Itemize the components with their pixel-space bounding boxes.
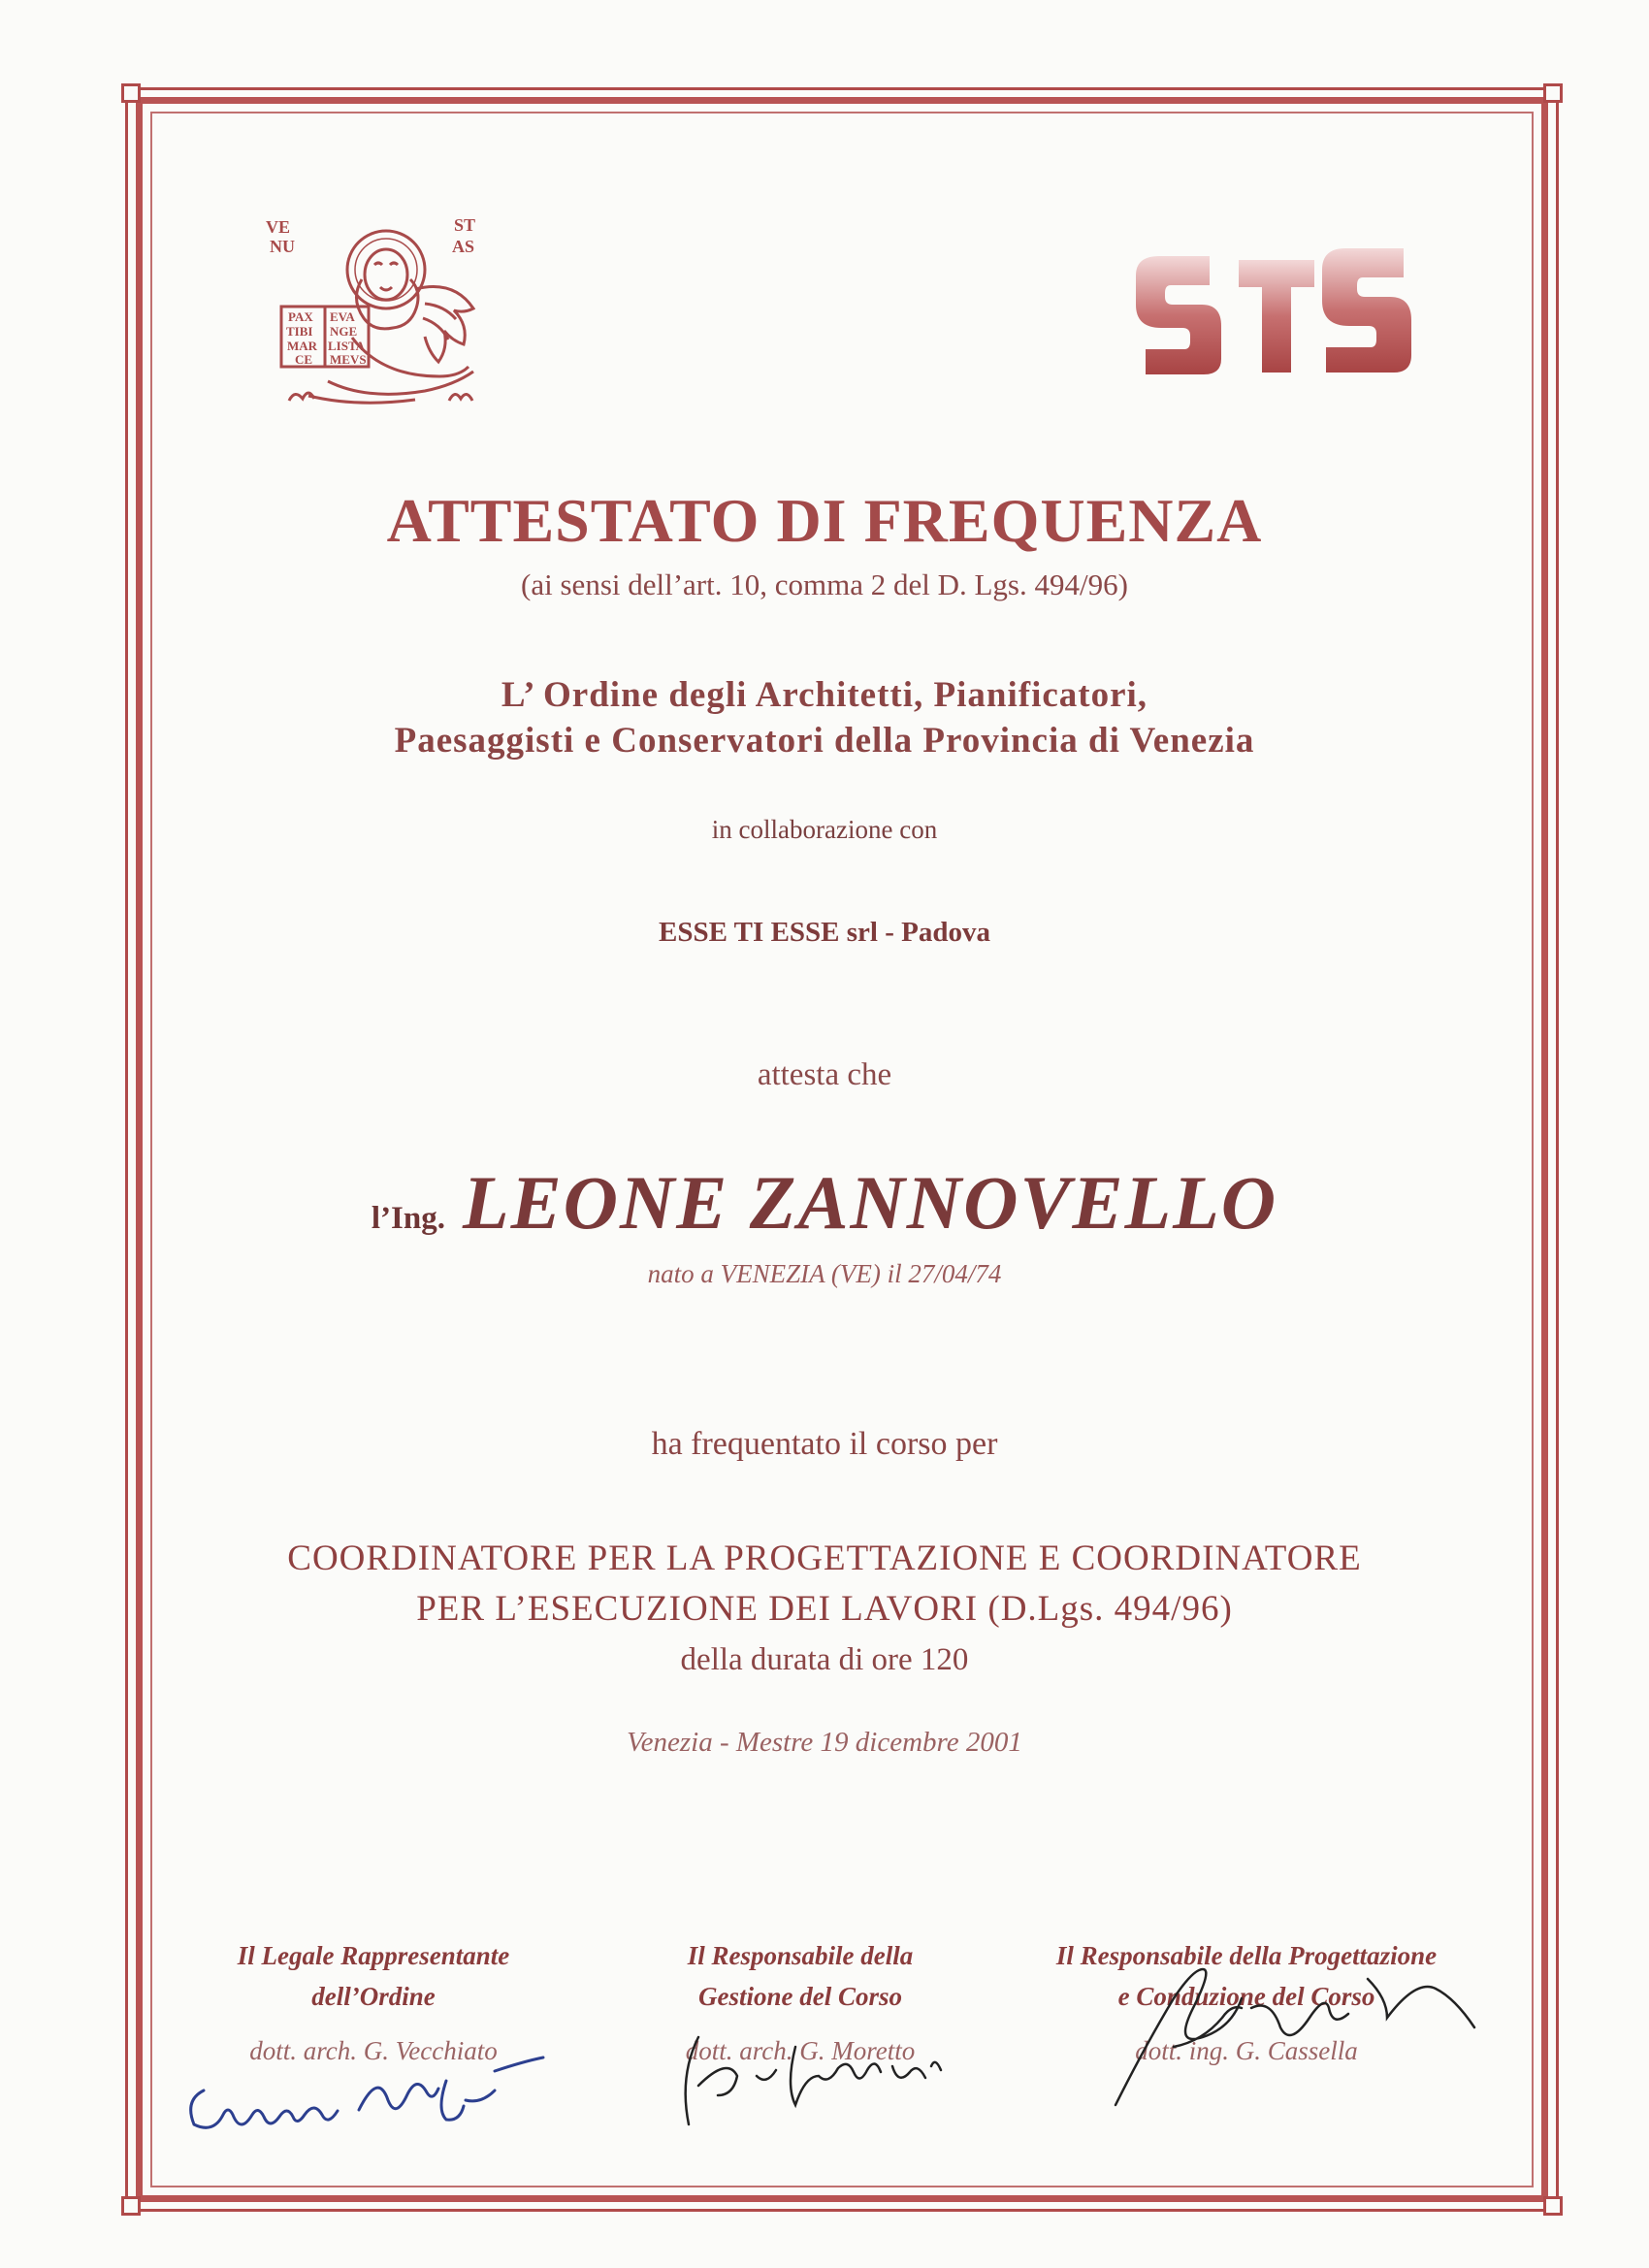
organization-line2: Paesaggisti e Conservatori della Provincia di Venezia (394, 721, 1255, 761)
collaboration-label: in collaborazione con (711, 815, 938, 844)
course-name-line2: PER L’ESECUZIONE DEI LAVORI (D.Lgs. 494/96) (416, 1589, 1233, 1629)
signatory-name: dott. arch. G. Vecchiato (249, 2036, 498, 2065)
signature-1-icon (175, 2052, 582, 2139)
organization-line1: L’ Ordine degli Architetti, Pianificatori, (501, 675, 1148, 715)
emblem-book-text: CE (295, 352, 313, 367)
attended-label: ha frequentato il corso per (651, 1426, 998, 1462)
lion-emblem-icon (260, 211, 493, 417)
emblem-book-text: MAR (287, 339, 318, 353)
recipient-title: l’Ing. (371, 1201, 445, 1236)
emblem-corner-text: AS (452, 237, 475, 256)
signatory-title-line2: Gestione del Corso (697, 1982, 902, 2011)
signatory-title-line1: Il Responsabile della (687, 1941, 914, 1970)
emblem-book-text: MEVS (330, 352, 367, 367)
frame-corner (121, 2196, 141, 2216)
frame-corner (1543, 83, 1563, 103)
signature-2-icon (660, 2027, 970, 2134)
emblem-book-text: PAX (288, 309, 313, 324)
emblem-book-text: EVA (330, 309, 355, 324)
inner-frame (150, 112, 1534, 2187)
birth-info: nato a VENEZIA (VE) il 27/04/74 (647, 1259, 1002, 1288)
emblem-book-text: LISTA (328, 339, 366, 353)
signature-3-icon (1086, 1950, 1494, 2115)
emblem-corner-text: VE (266, 217, 291, 237)
recipient-row (0, 1159, 1649, 1247)
frame-corner (1543, 2196, 1563, 2216)
signatory-title-line1: Il Legale Rappresentante (237, 1941, 510, 1970)
partner-company: ESSE TI ESSE srl - Padova (659, 917, 990, 948)
legal-reference: (ai sensi dell’art. 10, comma 2 del D. Lgs. 494/96) (521, 567, 1128, 601)
emblem-corner-text: ST (454, 215, 476, 235)
emblem-corner-text: NU (270, 237, 295, 256)
attests-label: attesta che (757, 1057, 892, 1092)
recipient-name: LEONE ZANNOVELLO (462, 1160, 1278, 1245)
signatory-title-line2: dell’Ordine (311, 1982, 436, 2011)
frame-corner (121, 83, 141, 103)
signatory-title-line1: Il Responsabile della Progettazione (1055, 1941, 1438, 1970)
signatory-name: dott. arch. G. Moretto (685, 2036, 916, 2065)
signatory-title-line2: e Conduzione del Corso (1117, 1982, 1375, 2011)
signatory-name: dott. ing. G. Cassella (1135, 2036, 1358, 2065)
course-duration: della durata di ore 120 (680, 1642, 969, 1677)
signatory-1 (184, 1935, 563, 2066)
place-date: Venezia - Mestre 19 dicembre 2001 (627, 1727, 1022, 1758)
company-logo-icon (1130, 239, 1426, 376)
emblem-book-text: NGE (330, 324, 358, 339)
emblem-book-text: TIBI (286, 324, 313, 339)
course-name-line1: COORDINATORE PER LA PROGETTAZIONE E COORDINATORE (287, 1539, 1362, 1578)
certificate-title: ATTESTATO DI FREQUENZA (386, 486, 1263, 555)
